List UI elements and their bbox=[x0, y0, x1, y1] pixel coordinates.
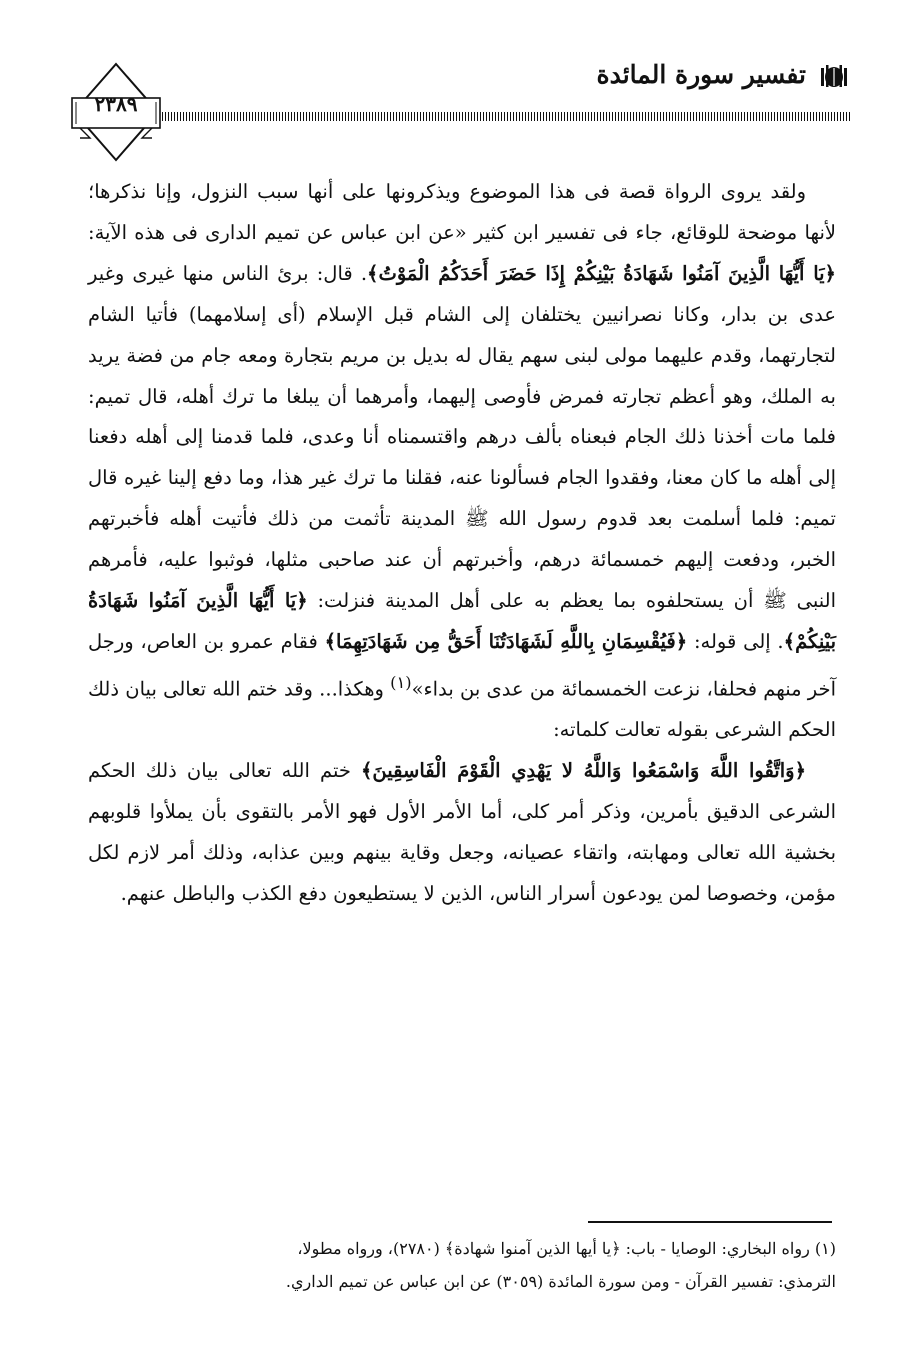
text-run: وهكذا... وقد ختم الله تعالى بيان ذلك الحكم الشرعى بقوله تعالت كلماته: bbox=[88, 677, 836, 742]
footnote-marker: (١) bbox=[390, 672, 412, 692]
flower-ornament-icon bbox=[818, 62, 850, 90]
page-number: ٢٣٨٩ bbox=[94, 92, 138, 116]
text-run: . إلى قوله: bbox=[693, 629, 784, 653]
header-rule bbox=[150, 112, 850, 121]
main-text bbox=[88, 172, 836, 915]
footnotes bbox=[88, 1232, 836, 1298]
text-run: ولقد يروى الرواة قصة فى هذا الموضوع ويذكرونها على أنها سبب النزول، وإنا نذكرها؛ لأنها موضحة للوقائع، جاء فى تفسير ابن كثير «عن ابن عباس عن تميم الدارى فى هذه الآية: bbox=[88, 180, 836, 244]
running-title: تفسير سورة المائدة bbox=[596, 60, 806, 89]
paragraph-story bbox=[88, 172, 836, 751]
page-header bbox=[70, 50, 850, 160]
footnote-line: (١) رواه البخاري: الوصايا - باب: ﴿يا أيها الذين آمنوا شهادة﴾ (٢٧٨٠)، ورواه مطولا، bbox=[297, 1239, 836, 1258]
quran-verse: ﴿يَا أَيُّهَا الَّذِينَ آمَنُوا شَهَادَةُ بَيْنِكُمْ إِذَا حَضَرَ أَحَدَكُمُ الْمَوْتُ﴾ bbox=[367, 261, 836, 285]
footnote-line: الترمذي: تفسير القرآن - ومن سورة المائدة (٣٠٥٩) عن ابن عباس عن تميم الداري. bbox=[285, 1272, 836, 1291]
text-run: . قال: برئ الناس منها غيرى وغير عدى بن بدار، وكانا نصرانيين يختلفان إلى الشام قبل الإسلام (أى إسلامهما) فأتيا الشام لتجارتهما، وقدم عليهما مولى لبنى سهم يقال له بديل بن مريم بتجارة ومعه جام من فضة يريد به الملك، وهو أعظم تجارته فمرض فأوصى إليهما، وأمرهما أن يبلغا ما ترك أهله، قال تميم: فلما مات أخذنا ذلك الجام فبعناه بألف درهم واقتسمناه أنا وعدى، فلما قدمنا إلى أهله دفعنا إلى أهله ما كان معنا، وفقدوا الجام فسألونا عنه، فقلنا ما ترك غير هذا، وما دفع إلينا غيره قال تميم: فلما أسلمت بعد قدوم رسول الله ﷺ المدينة تأثمت من ذلك فأتيت أهله فأخبرتهم الخبر، ودفعت إليهم خمسمائة درهم، وأخبرتهم أن عند صاحبى مثلها، فوثبوا عليه، فأمرهم النبى ﷺ أن يستحلفوه بما يعظم به على أهل المدينة فنزلت: bbox=[88, 261, 837, 613]
quran-verse: ﴿يَا أَيُّهَا الَّذِينَ آمَنُوا شَهَادَةُ بَيْنِكُمْ﴾ bbox=[88, 589, 837, 653]
text-run: ختم الله تعالى بيان ذلك الحكم الشرعى الدقيق بأمرين، وذكر أمر كلى، أما الأمر الأول فهو الأمر بالتقوى بأن يملأوا قلوبهم بخشية الله تعالى ومهابته، واتقاء عصيانه، وجعل وقاية بينهم وبين عذابه، وذلك أمر لازم لكل مؤمن، وخصوصا لمن يودعون أسرار الناس، الذين لا يستطيعون دفع الكذب والباطل عنهم. bbox=[88, 759, 836, 905]
quran-verse: ﴿وَاتَّقُوا اللَّهَ وَاسْمَعُوا وَاللَّهُ لا يَهْدِي الْقَوْمَ الْفَاسِقِينَ﴾ bbox=[361, 759, 806, 783]
quran-verse: ﴿فَيُقْسِمَانِ بِاللَّهِ لَشَهَادَتُنَا أَحَقُّ مِن شَهَادَتِهِمَا﴾ bbox=[324, 629, 688, 653]
text-run: فقام عمرو بن العاص، ورجل آخر منهم فحلفا، نزعت الخمسمائة من عدى بن بداء» bbox=[88, 629, 837, 701]
footnote-separator bbox=[588, 1221, 832, 1223]
paragraph-commentary bbox=[88, 751, 836, 915]
